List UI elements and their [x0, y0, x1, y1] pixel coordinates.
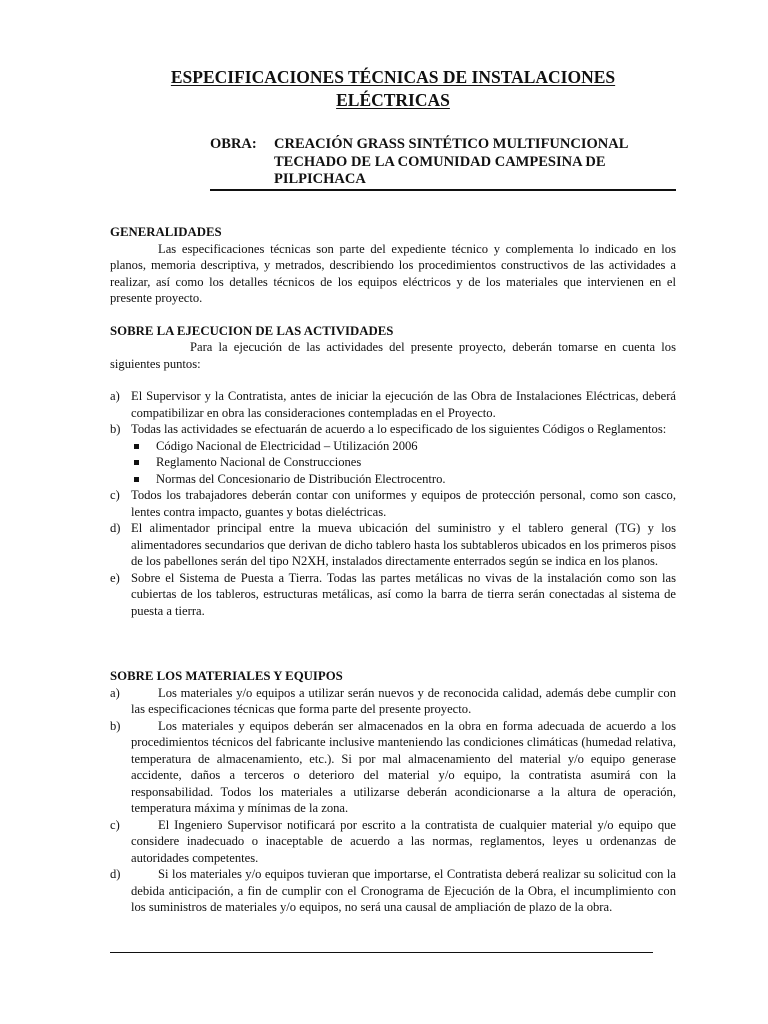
- square-bullet-icon: [134, 460, 139, 465]
- list-item: [110, 685, 676, 718]
- square-bullet-icon: [134, 444, 139, 449]
- codes-list: [110, 438, 676, 488]
- list-marker: e): [110, 570, 120, 585]
- list-marker: b): [110, 422, 121, 436]
- section-materiales: [110, 668, 676, 916]
- list-item: [110, 487, 676, 520]
- list-marker: c): [110, 488, 120, 502]
- list-text: El Ingeniero Supervisor notificará por escrito a la contratista de cualquier material y/o equipo que considere inadecuado o inaceptable de acuerdo a las normas, reglamentos, leyes u ordenanzas de autoridades competentes.: [131, 817, 676, 865]
- list-marker: d): [110, 867, 121, 881]
- list-item: [110, 471, 676, 488]
- list-text: Si los materiales y/o equipos tuvieran que importarse, el Contratista deberá realizar su solicitud con la debida anticipación, a fin de cumplir con el Cronograma de Ejecución de la Obra, el incumplimiento con los suministros de materiales y/o equipos, no será una causal de ampliación de plazo de la obra.: [131, 867, 676, 914]
- list-item: [110, 421, 676, 438]
- obra-block: [210, 136, 676, 191]
- section-generalidades: [110, 224, 676, 307]
- list-marker: c): [110, 817, 120, 832]
- section-heading: SOBRE LOS MATERIALES Y EQUIPOS: [110, 669, 343, 683]
- list-text: Todos los trabajadores deberán contar con uniformes y equipos de protección personal, como son casco, lentes contra impacto, guantes y botas dieléctricas.: [131, 488, 676, 519]
- list-text: Todas las actividades se efectuarán de acuerdo a lo especificado de los siguientes Códigos o Reglamentos:: [131, 422, 667, 436]
- list-item: [110, 718, 676, 817]
- square-bullet-icon: [134, 477, 139, 482]
- code-text: Reglamento Nacional de Construcciones: [156, 455, 362, 469]
- list-text: Los materiales y/o equipos a utilizar serán nuevos y de reconocida calidad, además debe cumplir con las especificaciones técnicas que forma parte del presente proyecto.: [131, 685, 676, 716]
- paragraph: Para la ejecución de las actividades del presente proyecto, deberán tomarse en cuenta los siguientes puntos:: [110, 340, 676, 371]
- list-item: [110, 388, 676, 421]
- list-item: [110, 454, 676, 471]
- section-heading: GENERALIDADES: [110, 225, 222, 239]
- list-marker: a): [110, 685, 120, 700]
- list-item: [110, 438, 676, 455]
- list-text: Sobre el Sistema de Puesta a Tierra. Todas las partes metálicas no vivas de la instalación como son las cubiertas de los tableros, estructuras metálicas, así como la barra de tierra serán conectadas al sistema de puesta a tierra.: [131, 570, 676, 618]
- list-item: [110, 817, 676, 867]
- code-text: Normas del Concesionario de Distribución Electrocentro.: [156, 471, 446, 486]
- list-text: El alimentador principal entre la mueva ubicación del suministro y el tablero general (TG) y los alimentadores secundarios que derivan de dicho tablero hasta los subtableros ubicados en los primeros pisos de los pabellones serán del tipo N2XH, instalados directamente enterrados según se indica en los planos.: [131, 521, 676, 568]
- section-ejecucion: [110, 323, 676, 620]
- paragraph: Las especificaciones técnicas son parte del expediente técnico y complementa lo indicado en los planos, memoria descriptiva, y metrados, describiendo los procedimientos constructivos de las actividades a realizar, así como los detalles técnicos de los equipos eléctricos y de los materiales que intervienen en el presente proyecto.: [110, 241, 676, 305]
- list-item: [110, 570, 676, 620]
- title-line-2: ELÉCTRICAS: [336, 90, 450, 110]
- footer-rule: [110, 952, 653, 953]
- document-title: [110, 66, 676, 112]
- section-heading: SOBRE LA EJECUCION DE LAS ACTIVIDADES: [110, 323, 394, 338]
- list-marker: a): [110, 389, 120, 403]
- list-text: El Supervisor y la Contratista, antes de iniciar la ejecución de las Obra de Instalaciones Eléctricas, deberá compatibilizar en obra las consideraciones contempladas en el Proyecto.: [131, 389, 676, 420]
- title-line-1: ESPECIFICACIONES TÉCNICAS DE INSTALACIONES: [170, 67, 616, 87]
- obra-value: CREACIÓN GRASS SINTÉTICO MULTIFUNCIONAL TECHADO DE LA COMUNIDAD CAMPESINA DE PILPICHACA: [274, 136, 628, 187]
- list-item: [110, 866, 676, 916]
- list-item: [110, 520, 676, 570]
- code-text: Código Nacional de Electricidad – Utilización 2006: [156, 438, 418, 453]
- list-marker: b): [110, 718, 121, 733]
- list-text: Los materiales y equipos deberán ser almacenados en la obra en forma adecuada de acuerdo a los procedimientos técnicos del fabricante inclusive manteniendo las condiciones climáticas (humedad relativa, temperatura de almacenamiento, etc.). Si por mal almacenamiento del material y/o equipo generase accidente, daños a terceros o deterioro del material y/o equipo, la contratista asumirá con la responsabilidad. Todos los materiales a utilizarse deberán acondicionarse a la altura de operación, temperatura máxima y mínimas de la zona.: [131, 718, 676, 815]
- document-body: [110, 224, 676, 916]
- obra-label: OBRA:: [210, 136, 257, 152]
- list-marker: d): [110, 521, 121, 535]
